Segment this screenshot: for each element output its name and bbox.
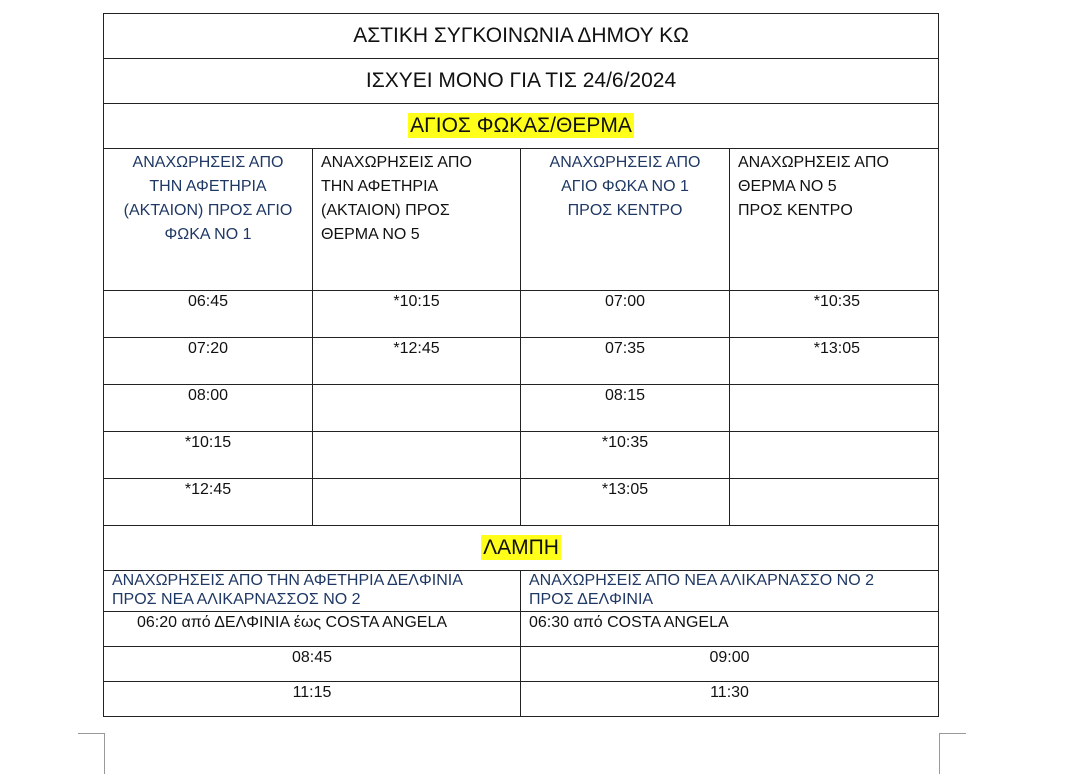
section1-header-row xyxy=(104,149,939,291)
time-cell: 08:00 xyxy=(104,385,313,432)
column-header: ΑΝΑΧΩΡΗΣΕΙΣ ΑΠΟ ΤΗΝ ΑΦΕΤΗΡΙΑ (ΑΚΤΑΙΟΝ) ΠΡΟΣ ΑΓΙΟ ΦΩΚΑ ΝΟ 1 xyxy=(104,149,313,291)
page-corner-mark xyxy=(939,733,966,774)
validity-note: ΙΣΧΥΕΙ ΜΟΝΟ ΓΙΑ ΤΙΣ 24/6/2024 xyxy=(104,59,939,104)
table-row xyxy=(104,647,939,682)
time-cell xyxy=(730,432,939,479)
column-header: ΑΝΑΧΩΡΗΣΕΙΣ ΑΠΟ ΤΗΝ ΑΦΕΤΗΡΙΑ (ΑΚΤΑΙΟΝ) ΠΡΟΣ ΘΕΡΜΑ ΝΟ 5 xyxy=(313,149,521,291)
schedule-table xyxy=(103,13,939,717)
first-trip-cell: 06:20 από ΔΕΛΦΙΝΙΑ έως COSTA ANGELA xyxy=(104,612,521,647)
time-cell: *10:15 xyxy=(104,432,313,479)
time-cell: *12:45 xyxy=(104,479,313,526)
table-row xyxy=(104,291,939,338)
table-row xyxy=(104,612,939,647)
table-row xyxy=(104,479,939,526)
time-cell: 07:35 xyxy=(521,338,730,385)
table-row xyxy=(104,682,939,717)
column-header: ΑΝΑΧΩΡΗΣΕΙΣ ΑΠΟ ΝΕΑ ΑΛΙΚΑΡΝΑΣΣΟ ΝΟ 2 ΠΡΟΣ ΔΕΛΦΙΝΙΑ xyxy=(521,571,939,612)
time-cell: 07:20 xyxy=(104,338,313,385)
table-row xyxy=(104,432,939,479)
time-cell xyxy=(730,479,939,526)
time-cell: *10:35 xyxy=(730,291,939,338)
time-cell: 11:15 xyxy=(104,682,521,717)
time-cell: *10:35 xyxy=(521,432,730,479)
time-cell: 09:00 xyxy=(521,647,939,682)
time-cell: 11:30 xyxy=(521,682,939,717)
section2-header-row xyxy=(104,571,939,612)
time-cell: *13:05 xyxy=(730,338,939,385)
time-cell: 08:15 xyxy=(521,385,730,432)
page-corner-mark xyxy=(78,733,105,774)
table-row xyxy=(104,385,939,432)
time-cell: 08:45 xyxy=(104,647,521,682)
time-cell: 06:45 xyxy=(104,291,313,338)
first-trip-cell: 06:30 από COSTA ANGELA xyxy=(521,612,939,647)
column-header: ΑΝΑΧΩΡΗΣΕΙΣ ΑΠΟ ΘΕΡΜΑ ΝΟ 5 ΠΡΟΣ ΚΕΝΤΡΟ xyxy=(730,149,939,291)
time-cell xyxy=(313,385,521,432)
time-cell: 07:00 xyxy=(521,291,730,338)
route-title-lampi: ΛΑΜΠΗ xyxy=(104,526,939,571)
time-cell: *13:05 xyxy=(521,479,730,526)
time-cell xyxy=(313,479,521,526)
document-title: ΑΣΤΙΚΗ ΣΥΓΚΟΙΝΩΝΙΑ ΔΗΜΟΥ ΚΩ xyxy=(104,14,939,59)
column-header: ΑΝΑΧΩΡΗΣΕΙΣ ΑΠΟ ΑΓΙΟ ΦΩΚΑ ΝΟ 1 ΠΡΟΣ ΚΕΝΤΡΟ xyxy=(521,149,730,291)
route-title-agios-fokas: ΑΓΙΟΣ ΦΩΚΑΣ/ΘΕΡΜΑ xyxy=(104,104,939,149)
column-header: ΑΝΑΧΩΡΗΣΕΙΣ ΑΠΟ ΤΗΝ ΑΦΕΤΗΡΙΑ ΔΕΛΦΙΝΙΑ ΠΡΟΣ ΝΕΑ ΑΛΙΚΑΡΝΑΣΣΟΣ ΝΟ 2 xyxy=(104,571,521,612)
time-cell xyxy=(730,385,939,432)
time-cell xyxy=(313,432,521,479)
table-row xyxy=(104,338,939,385)
time-cell: *10:15 xyxy=(313,291,521,338)
time-cell: *12:45 xyxy=(313,338,521,385)
